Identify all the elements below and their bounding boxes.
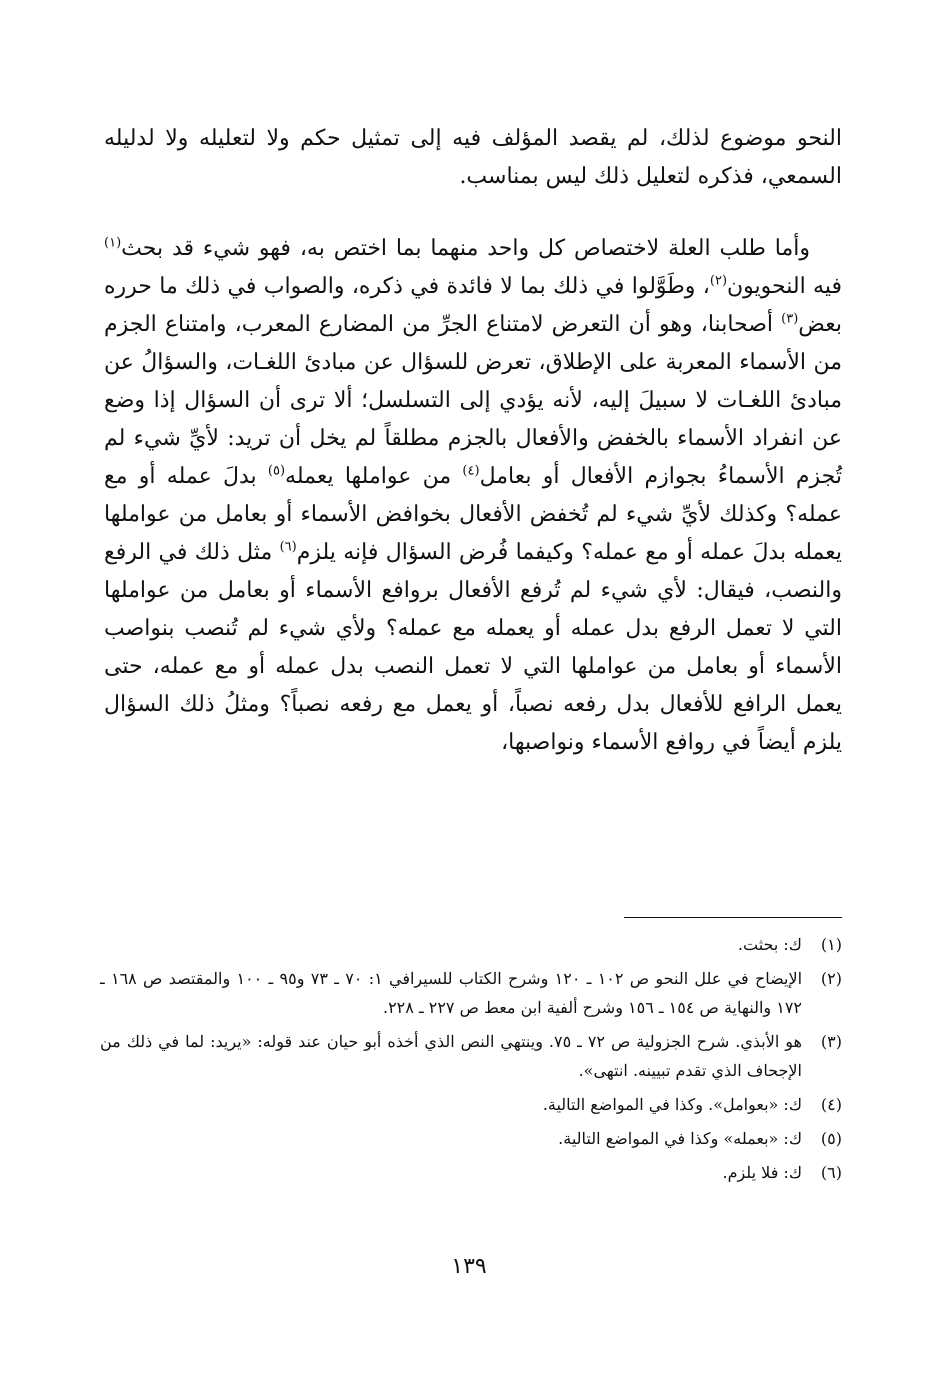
paragraph-2-segment: بدلَ عمله أو مع عمله؟ وكذلك لأيِّ شيء لم تُخفض الأفعال بخوافض الأسماء أو بعامل من عواملها يعمله بدلَ عمله أو مع عمله؟ وكيفما فُرض السؤال فإنه يلزم xyxy=(104,464,842,565)
paragraph-2-segment: ، وطَوَّلوا في ذلك بما لا فائدة في ذكره، والصواب في ذلك ما حرره بعض xyxy=(104,274,842,337)
footnote-ref-2: (٢) xyxy=(709,273,728,289)
footnote-item xyxy=(100,964,842,1022)
footnote-number: (٢) xyxy=(820,969,842,988)
footnote-ref-6: (٦) xyxy=(279,539,297,555)
footnote-item xyxy=(100,1090,842,1119)
footnote-item xyxy=(100,1158,842,1187)
footnote-text: ك: «بعوامل». وكذا في المواضع التالية. xyxy=(542,1095,802,1114)
paragraph-2-segment: وأما طلب العلة لاختصاص كل واحد منهما بما اختص به، فهو شيء قد بحث xyxy=(121,236,810,261)
footnote-ref-3: (٣) xyxy=(781,311,799,327)
footnote-divider xyxy=(624,917,842,918)
footnote-item xyxy=(100,1027,842,1085)
footnote-number: (٦) xyxy=(820,1163,842,1182)
footnote-ref-1: (١) xyxy=(104,235,122,251)
paragraph-2-segment: مثل ذلك في الرفع والنصب، فيقال: لأي شيء لم تُرفع الأفعال بروافع الأسماء أو بعامل من عواملها التي لا تعمل الرفع بدل عمله أو يعمله مع عمله؟ ولأي شيء لم تُنصب بنواصب الأسماء أو بعامل من عواملها التي لا تعمل النصب بدل عمله أو مع عمله، حتى يعمل الرافع للأفعال بدل رفعه نصباً، أو يعمل مع رفعه نصباً؟ ومثلُ ذلك السؤال يلزم أيضاً في روافع الأسماء ونواصبها، xyxy=(104,540,842,755)
footnote-text: ك: بحثت. xyxy=(737,935,802,954)
footnote-number: (٤) xyxy=(820,1095,842,1114)
footnote-text: الإيضاح في علل النحو ص ١٠٢ ـ ١٢٠ وشرح الكتاب للسيرافي ١: ٧٠ ـ ٧٣ و٩٥ ـ ١٠٠ والمقتصد ص ١٦٨ ـ ١٧٢ والنهاية ص ١٥٤ ـ ١٥٦ وشرح ألفية ابن معط ص ٢٢٧ ـ ٢٢٨. xyxy=(100,969,803,1017)
footnote-text: ك: «بعمله» وكذا في المواضع التالية. xyxy=(558,1129,802,1148)
footnote-number: (٥) xyxy=(820,1129,842,1148)
paragraph-1: النحو موضوع لذلك، لم يقصد المؤلف فيه إلى تمثيل حكم ولا لتعليله ولا لدليله السمعي، فذكره لتعليل ذلك ليس بمناسب. xyxy=(104,126,842,189)
footnote-number: (١) xyxy=(820,935,842,954)
footnote-ref-4: (٤) xyxy=(462,463,480,479)
footnotes xyxy=(100,930,842,1192)
footnote-ref-5: (٥) xyxy=(267,463,286,479)
paragraph-2-segment: من عواملها يعمله xyxy=(285,464,463,489)
paragraph-2-segment: أصحابنا، وهو أن التعرض لامتناع الجرِّ من المضارع المعرب، وامتناع الجزم من الأسماء المعربة على الإطلاق، تعرض للسؤال عن مبادئ اللغـات، والسؤالُ عن مبادئ اللغـات لا سبيلَ إليه، لأنه يؤدي إلى التسلسل؛ ألا ترى أن السؤال إذا وضع عن انفراد الأسماء بالخفض والأفعال بالجزم مطلقاً لم يخل أن تريد: لأيِّ شيء لم تُجزم الأسماءُ بجوازم الأفعال أو بعامل xyxy=(104,312,842,489)
paragraph-2-segment: فيه النحويون xyxy=(727,274,843,299)
footnote-text: ك: فلا يلزم. xyxy=(722,1163,802,1182)
footnote-number: (٣) xyxy=(820,1032,842,1051)
footnote-item xyxy=(100,1124,842,1153)
footnote-text: هو الأبذي. شرح الجزولية ص ٧٢ ـ ٧٥. وينتهي النص الذي أخذه أبو حيان عند قوله: «يريد: لما في ذلك من الإجحاف الذي تقدم تبيينه. انتهى». xyxy=(100,1032,802,1080)
page-number: ١٣٩ xyxy=(451,1254,487,1279)
paragraph-2 xyxy=(104,230,842,762)
footnote-item xyxy=(100,930,842,959)
main-text xyxy=(104,120,842,762)
